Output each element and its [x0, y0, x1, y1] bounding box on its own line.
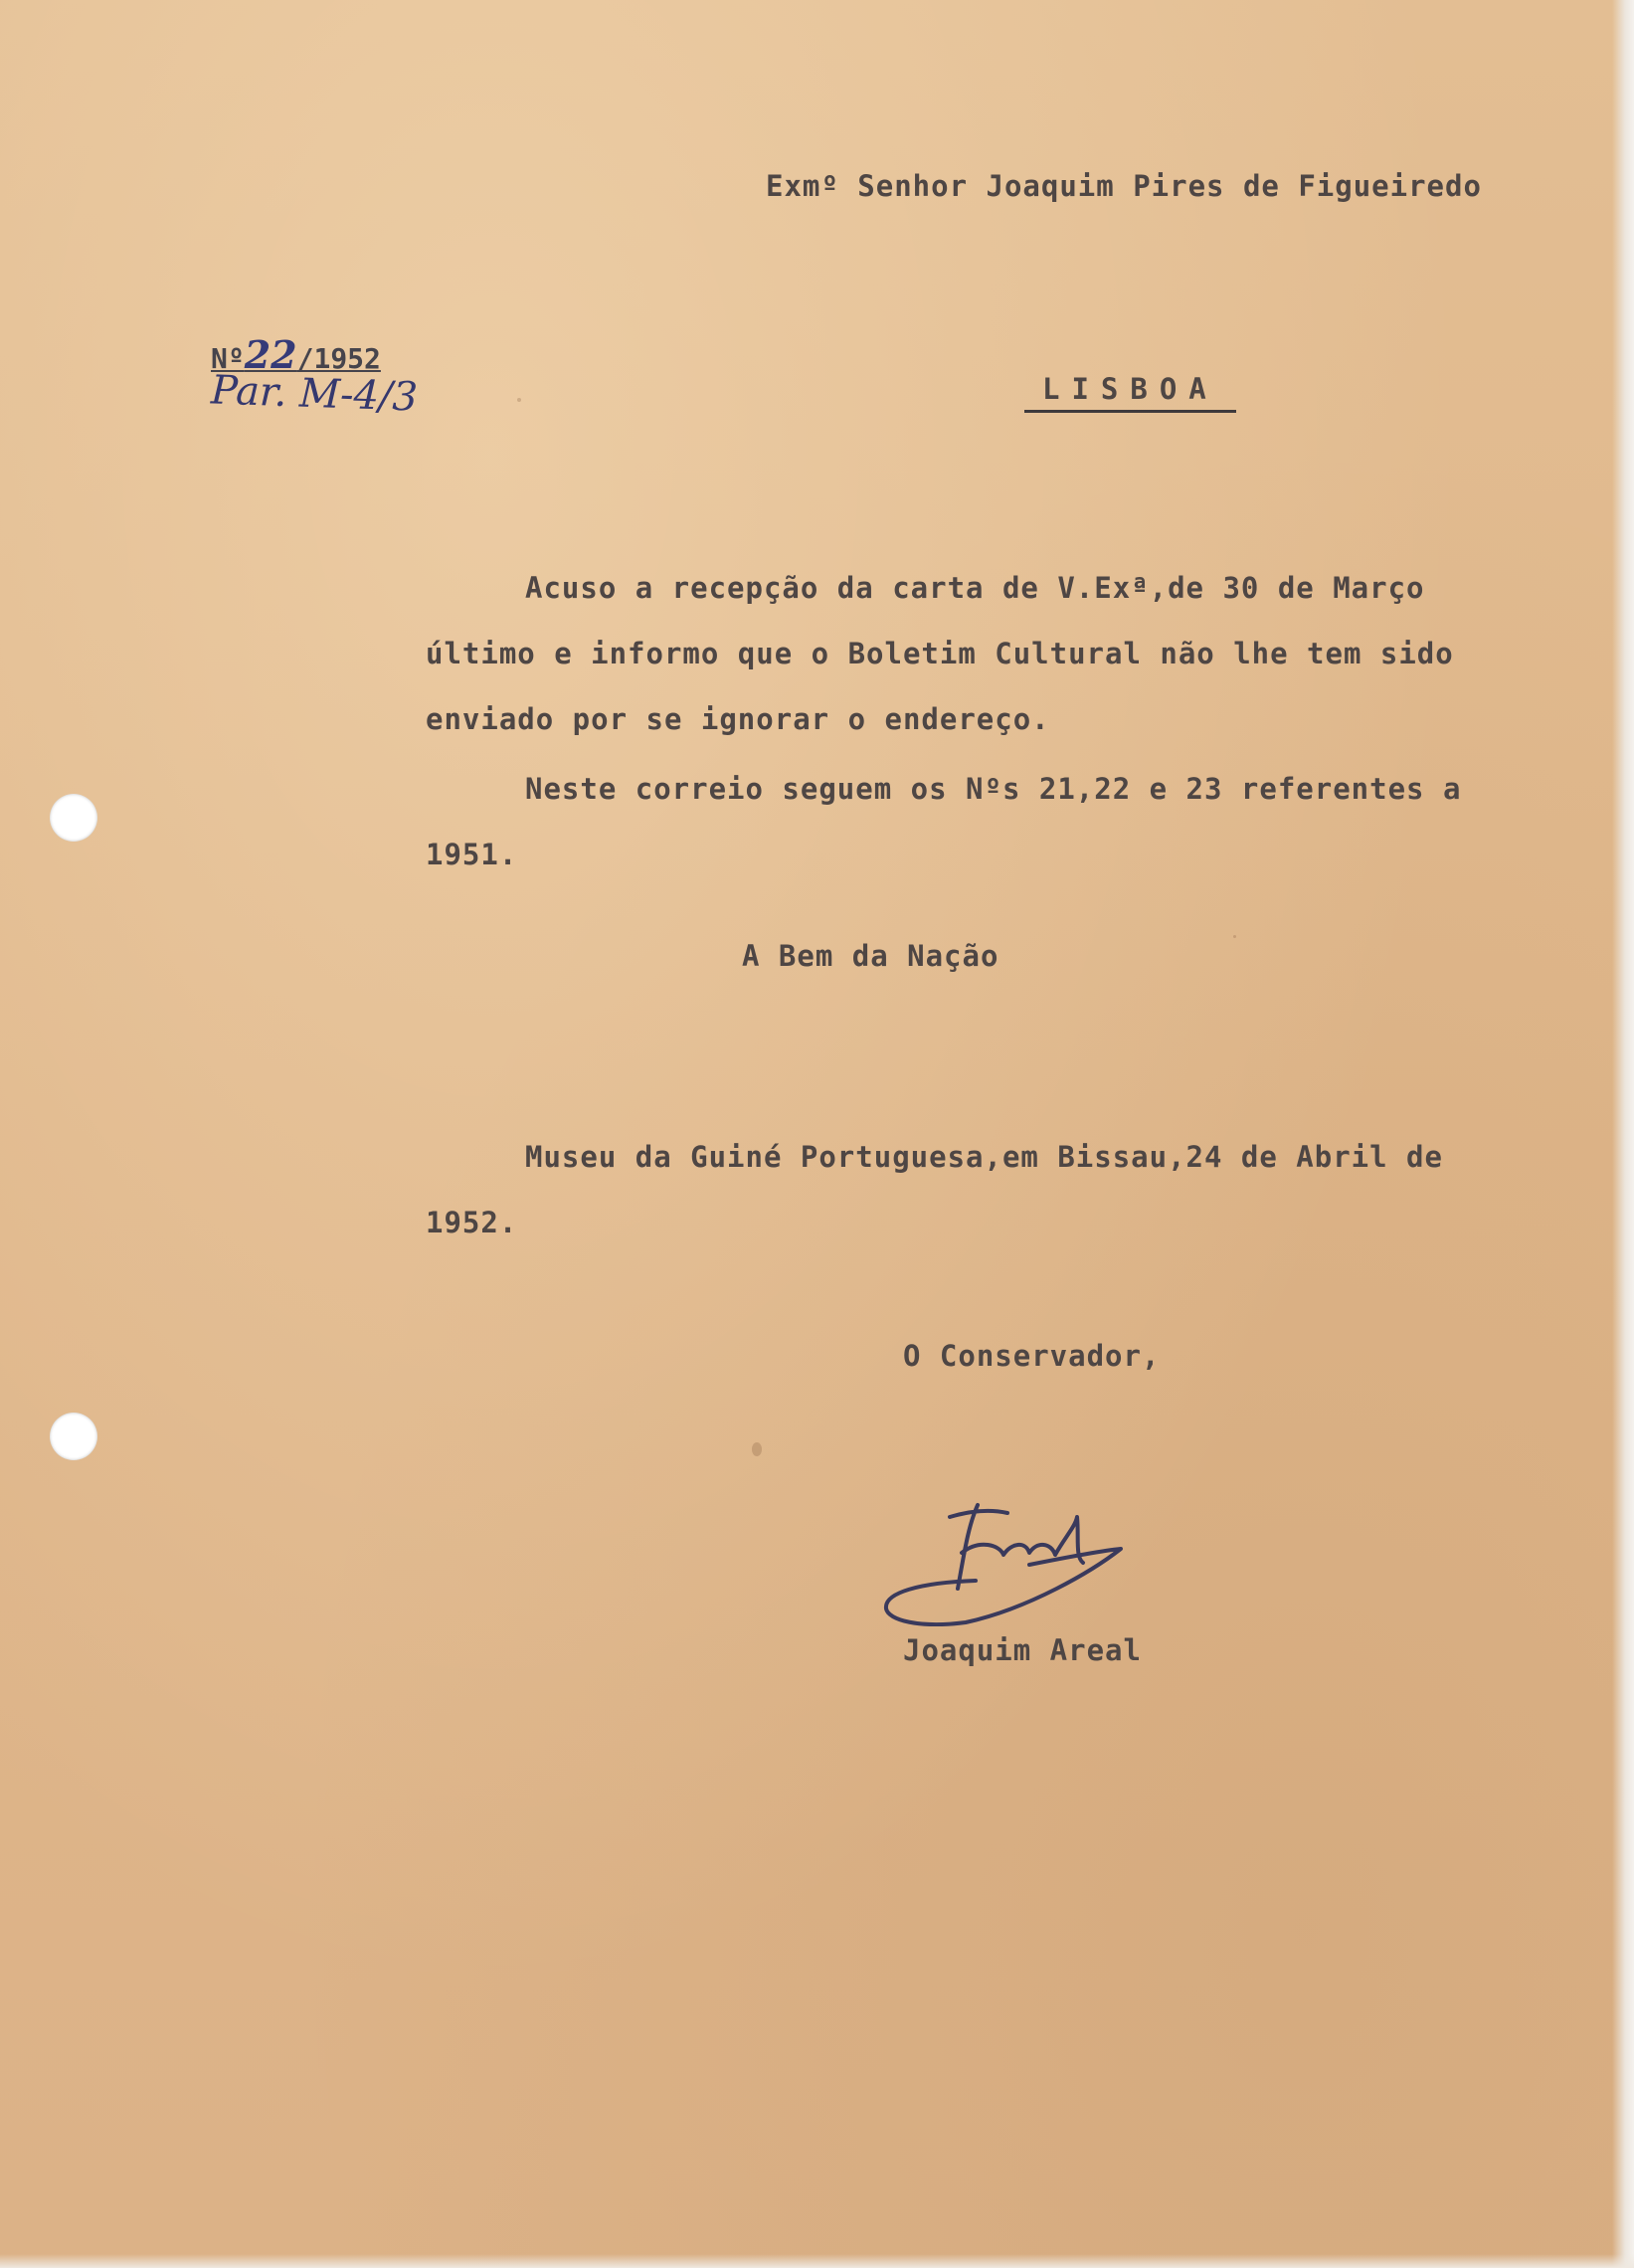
paper-speck: [1233, 935, 1236, 938]
reference-year: /1952: [296, 342, 381, 375]
place-date-line: 1952.: [426, 1206, 518, 1239]
reference-block: [210, 332, 419, 421]
reference-handwritten-digits: 22: [244, 332, 297, 377]
paper-edge-bottom: [0, 2254, 1634, 2268]
paper-stain: [752, 1442, 762, 1456]
place-date-line: Museu da Guiné Portuguesa,em Bissau,24 de Abril de: [525, 1140, 1443, 1174]
closing-title: O Conservador,: [903, 1339, 1161, 1373]
punch-hole-lower: [50, 1413, 97, 1460]
addressee-line: Exmº Senhor Joaquim Pires de Figueiredo: [766, 169, 1482, 203]
handwritten-signature: [880, 1497, 1169, 1626]
punch-hole-upper: [50, 794, 97, 842]
body-line: último e informo que o Boletim Cultural não lhe tem sido: [426, 637, 1454, 670]
body-line: enviado por se ignorar o endereço.: [426, 702, 1050, 736]
city-heading: LISBOA: [1024, 372, 1236, 413]
paper-speck: [517, 398, 521, 402]
reference-handwritten-note: Par. M-4/3: [210, 367, 419, 421]
body-line: Neste correio seguem os Nºs 21,22 e 23 referentes a: [525, 772, 1462, 806]
paper-edge-right: [1612, 0, 1634, 2268]
reference-prefix: Nº: [211, 342, 245, 375]
salutation: A Bem da Nação: [742, 939, 999, 973]
signatory-name: Joaquim Areal: [903, 1633, 1142, 1667]
body-line: Acuso a recepção da carta de V.Exª,de 30 de Março: [525, 571, 1425, 605]
body-line: 1951.: [426, 838, 518, 871]
